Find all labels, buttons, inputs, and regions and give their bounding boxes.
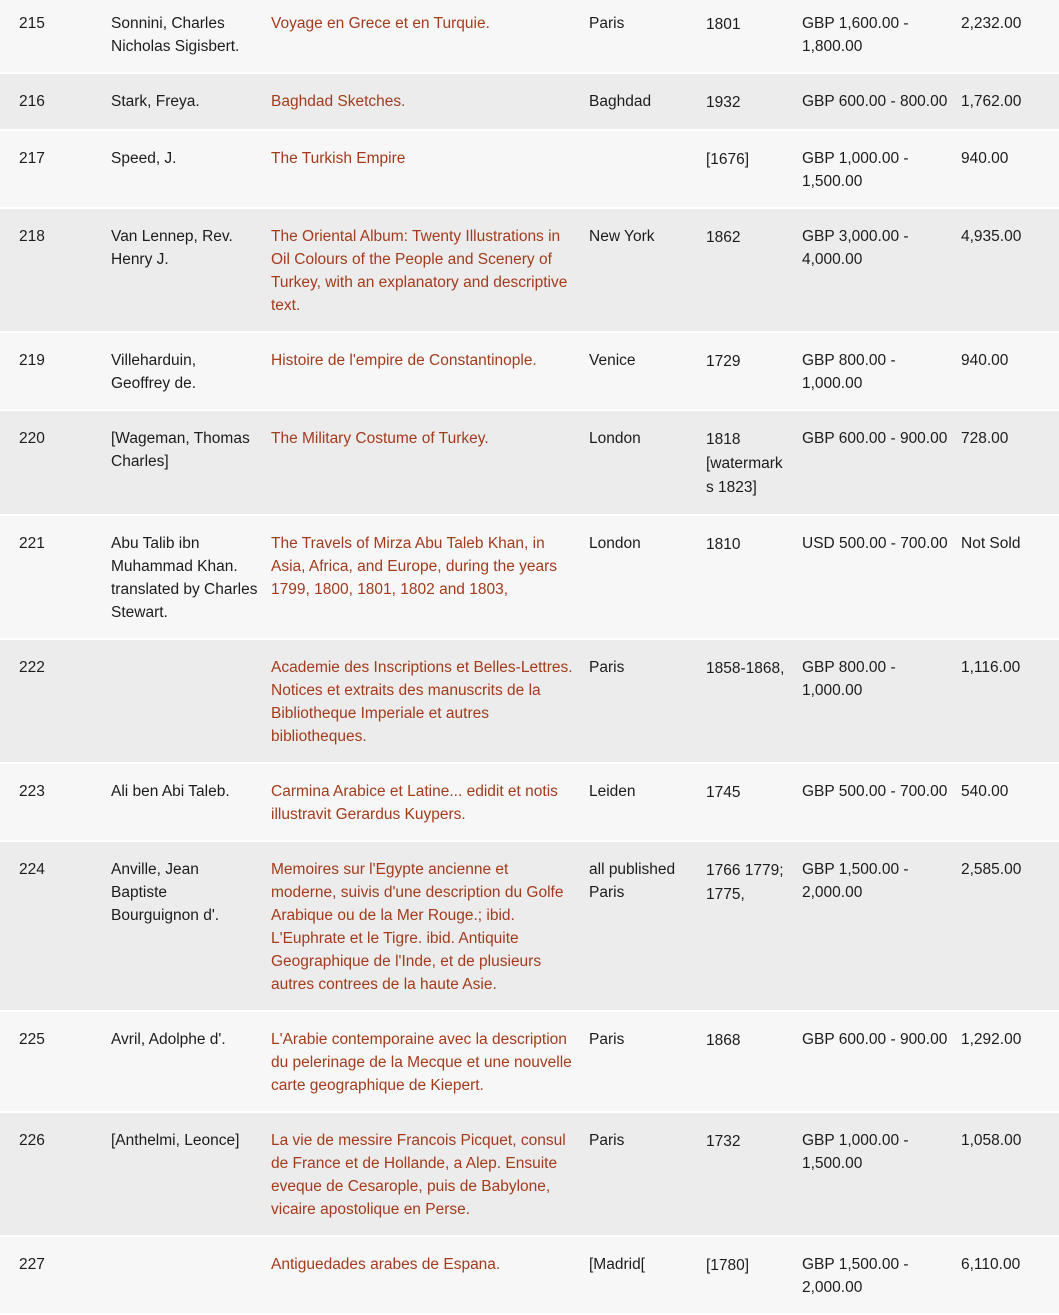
- author-cell: Avril, Adolphe d'.: [105, 1011, 265, 1112]
- year-cell: [1780]: [700, 1236, 796, 1314]
- year-cell: 1932: [700, 73, 796, 130]
- price-cell: 6,110.00: [955, 1236, 1059, 1314]
- title-cell: [265, 1011, 583, 1112]
- place-cell: Venice: [583, 332, 700, 410]
- price-cell: 1,292.00: [955, 1011, 1059, 1112]
- year-cell: 1732: [700, 1112, 796, 1236]
- lot-number: 220: [0, 410, 105, 515]
- price-cell: 1,116.00: [955, 639, 1059, 763]
- author-cell: [Anthelmi, Leonce]: [105, 1112, 265, 1236]
- table-row: [0, 841, 1059, 1011]
- table-row: [0, 332, 1059, 410]
- lot-number: 225: [0, 1011, 105, 1112]
- title-link[interactable]: Voyage en Grece et en Turquie.: [271, 15, 490, 32]
- table-row: [0, 763, 1059, 841]
- table-row: [0, 1236, 1059, 1314]
- estimate-cell: GBP 1,500.00 - 2,000.00: [796, 1236, 955, 1314]
- estimate-cell: GBP 1,500.00 - 2,000.00: [796, 841, 955, 1011]
- lot-number: 226: [0, 1112, 105, 1236]
- table-row: [0, 73, 1059, 130]
- author-cell: [Wageman, Thomas Charles]: [105, 410, 265, 515]
- lot-number: 222: [0, 639, 105, 763]
- year-cell: 1745: [700, 763, 796, 841]
- estimate-cell: USD 500.00 - 700.00: [796, 515, 955, 639]
- title-cell: [265, 410, 583, 515]
- table-row: [0, 410, 1059, 515]
- year-cell: 1868: [700, 1011, 796, 1112]
- estimate-cell: GBP 3,000.00 - 4,000.00: [796, 208, 955, 332]
- estimate-cell: GBP 800.00 - 1,000.00: [796, 639, 955, 763]
- title-cell: [265, 639, 583, 763]
- lot-number: 223: [0, 763, 105, 841]
- estimate-cell: GBP 600.00 - 800.00: [796, 73, 955, 130]
- table-row: [0, 1112, 1059, 1236]
- title-link[interactable]: Memoires sur l'Egypte ancienne et moderne, suivis d'une description du Golfe Arabique ou de la Mer Rouge.; ibid. L'Euphrate et le Tigre. ibid. Antiquite Geographique de l'Inde, et de plusieurs autres contrees de la haute Asie.: [271, 861, 564, 993]
- lot-number: 218: [0, 208, 105, 332]
- year-cell: 1858-1868,: [700, 639, 796, 763]
- title-cell: [265, 0, 583, 73]
- estimate-cell: GBP 800.00 - 1,000.00: [796, 332, 955, 410]
- estimate-cell: GBP 1,600.00 - 1,800.00: [796, 0, 955, 73]
- price-cell: 940.00: [955, 130, 1059, 208]
- author-cell: [105, 639, 265, 763]
- year-cell: 1818 [watermarks 1823]: [700, 410, 796, 515]
- place-cell: Paris: [583, 1011, 700, 1112]
- price-cell: 2,232.00: [955, 0, 1059, 73]
- title-link[interactable]: La vie de messire Francois Picquet, consul de France et de Hollande, a Alep. Ensuite eveque de Cesarople, puis de Babylone, vicaire apostolique en Perse.: [271, 1132, 566, 1218]
- table-row: [0, 208, 1059, 332]
- author-cell: Sonnini, Charles Nicholas Sigisbert.: [105, 0, 265, 73]
- table-row: [0, 515, 1059, 639]
- author-cell: [105, 1236, 265, 1314]
- author-cell: Abu Talib ibn Muhammad Khan. translated by Charles Stewart.: [105, 515, 265, 639]
- title-link[interactable]: L'Arabie contemporaine avec la description du pelerinage de la Mecque et une nouvelle carte geographique de Kiepert.: [271, 1031, 572, 1094]
- estimate-cell: GBP 1,000.00 - 1,500.00: [796, 130, 955, 208]
- place-cell: London: [583, 515, 700, 639]
- price-cell: 940.00: [955, 332, 1059, 410]
- title-cell: [265, 1112, 583, 1236]
- price-cell: Not Sold: [955, 515, 1059, 639]
- title-link[interactable]: Histoire de l'empire de Constantinople.: [271, 352, 537, 369]
- author-cell: Van Lennep, Rev. Henry J.: [105, 208, 265, 332]
- lot-number: 216: [0, 73, 105, 130]
- year-cell: [1676]: [700, 130, 796, 208]
- price-cell: 540.00: [955, 763, 1059, 841]
- title-link[interactable]: Carmina Arabice et Latine... edidit et notis illustravit Gerardus Kuypers.: [271, 783, 558, 823]
- author-cell: Ali ben Abi Taleb.: [105, 763, 265, 841]
- price-cell: 728.00: [955, 410, 1059, 515]
- place-cell: [Madrid[: [583, 1236, 700, 1314]
- lot-number: 227: [0, 1236, 105, 1314]
- title-link[interactable]: The Oriental Album: Twenty Illustrations in Oil Colours of the People and Scenery of Turkey, with an explanatory and descriptive text.: [271, 228, 568, 314]
- title-link[interactable]: The Turkish Empire: [271, 150, 406, 167]
- title-link[interactable]: Antiguedades arabes de Espana.: [271, 1256, 501, 1273]
- title-cell: [265, 130, 583, 208]
- title-link[interactable]: The Military Costume of Turkey.: [271, 430, 489, 447]
- title-cell: [265, 73, 583, 130]
- title-cell: [265, 1236, 583, 1314]
- price-cell: 4,935.00: [955, 208, 1059, 332]
- table-row: [0, 639, 1059, 763]
- year-cell: 1801: [700, 0, 796, 73]
- price-cell: 1,762.00: [955, 73, 1059, 130]
- lot-number: 217: [0, 130, 105, 208]
- title-cell: [265, 332, 583, 410]
- lot-number: 221: [0, 515, 105, 639]
- title-link[interactable]: The Travels of Mirza Abu Taleb Khan, in Asia, Africa, and Europe, during the years 1799, 1800, 1801, 1802 and 1803,: [271, 535, 558, 598]
- title-cell: [265, 841, 583, 1011]
- year-cell: 1729: [700, 332, 796, 410]
- place-cell: all published Paris: [583, 841, 700, 1011]
- lot-number: 219: [0, 332, 105, 410]
- place-cell: London: [583, 410, 700, 515]
- lot-number: 224: [0, 841, 105, 1011]
- author-cell: Villeharduin, Geoffrey de.: [105, 332, 265, 410]
- title-cell: [265, 208, 583, 332]
- place-cell: Paris: [583, 0, 700, 73]
- author-cell: Speed, J.: [105, 130, 265, 208]
- place-cell: Paris: [583, 639, 700, 763]
- year-cell: 1766 1779; 1775,: [700, 841, 796, 1011]
- price-cell: 2,585.00: [955, 841, 1059, 1011]
- title-link[interactable]: Baghdad Sketches.: [271, 93, 406, 110]
- table-row: [0, 1011, 1059, 1112]
- year-cell: 1810: [700, 515, 796, 639]
- estimate-cell: GBP 1,000.00 - 1,500.00: [796, 1112, 955, 1236]
- price-cell: 1,058.00: [955, 1112, 1059, 1236]
- place-cell: New York: [583, 208, 700, 332]
- author-cell: Anville, Jean Baptiste Bourguignon d'.: [105, 841, 265, 1011]
- place-cell: Paris: [583, 1112, 700, 1236]
- table-row: [0, 0, 1059, 73]
- title-link[interactable]: Academie des Inscriptions et Belles-Lettres. Notices et extraits des manuscrits de la Bibliotheque Imperiale et autres bibliotheques.: [271, 659, 573, 745]
- place-cell: Baghdad: [583, 73, 700, 130]
- author-cell: Stark, Freya.: [105, 73, 265, 130]
- title-cell: [265, 515, 583, 639]
- title-cell: [265, 763, 583, 841]
- place-cell: Leiden: [583, 763, 700, 841]
- place-cell: [583, 130, 700, 208]
- table-row: [0, 130, 1059, 208]
- estimate-cell: GBP 500.00 - 700.00: [796, 763, 955, 841]
- year-cell: 1862: [700, 208, 796, 332]
- estimate-cell: GBP 600.00 - 900.00: [796, 1011, 955, 1112]
- estimate-cell: GBP 600.00 - 900.00: [796, 410, 955, 515]
- lot-number: 215: [0, 0, 105, 73]
